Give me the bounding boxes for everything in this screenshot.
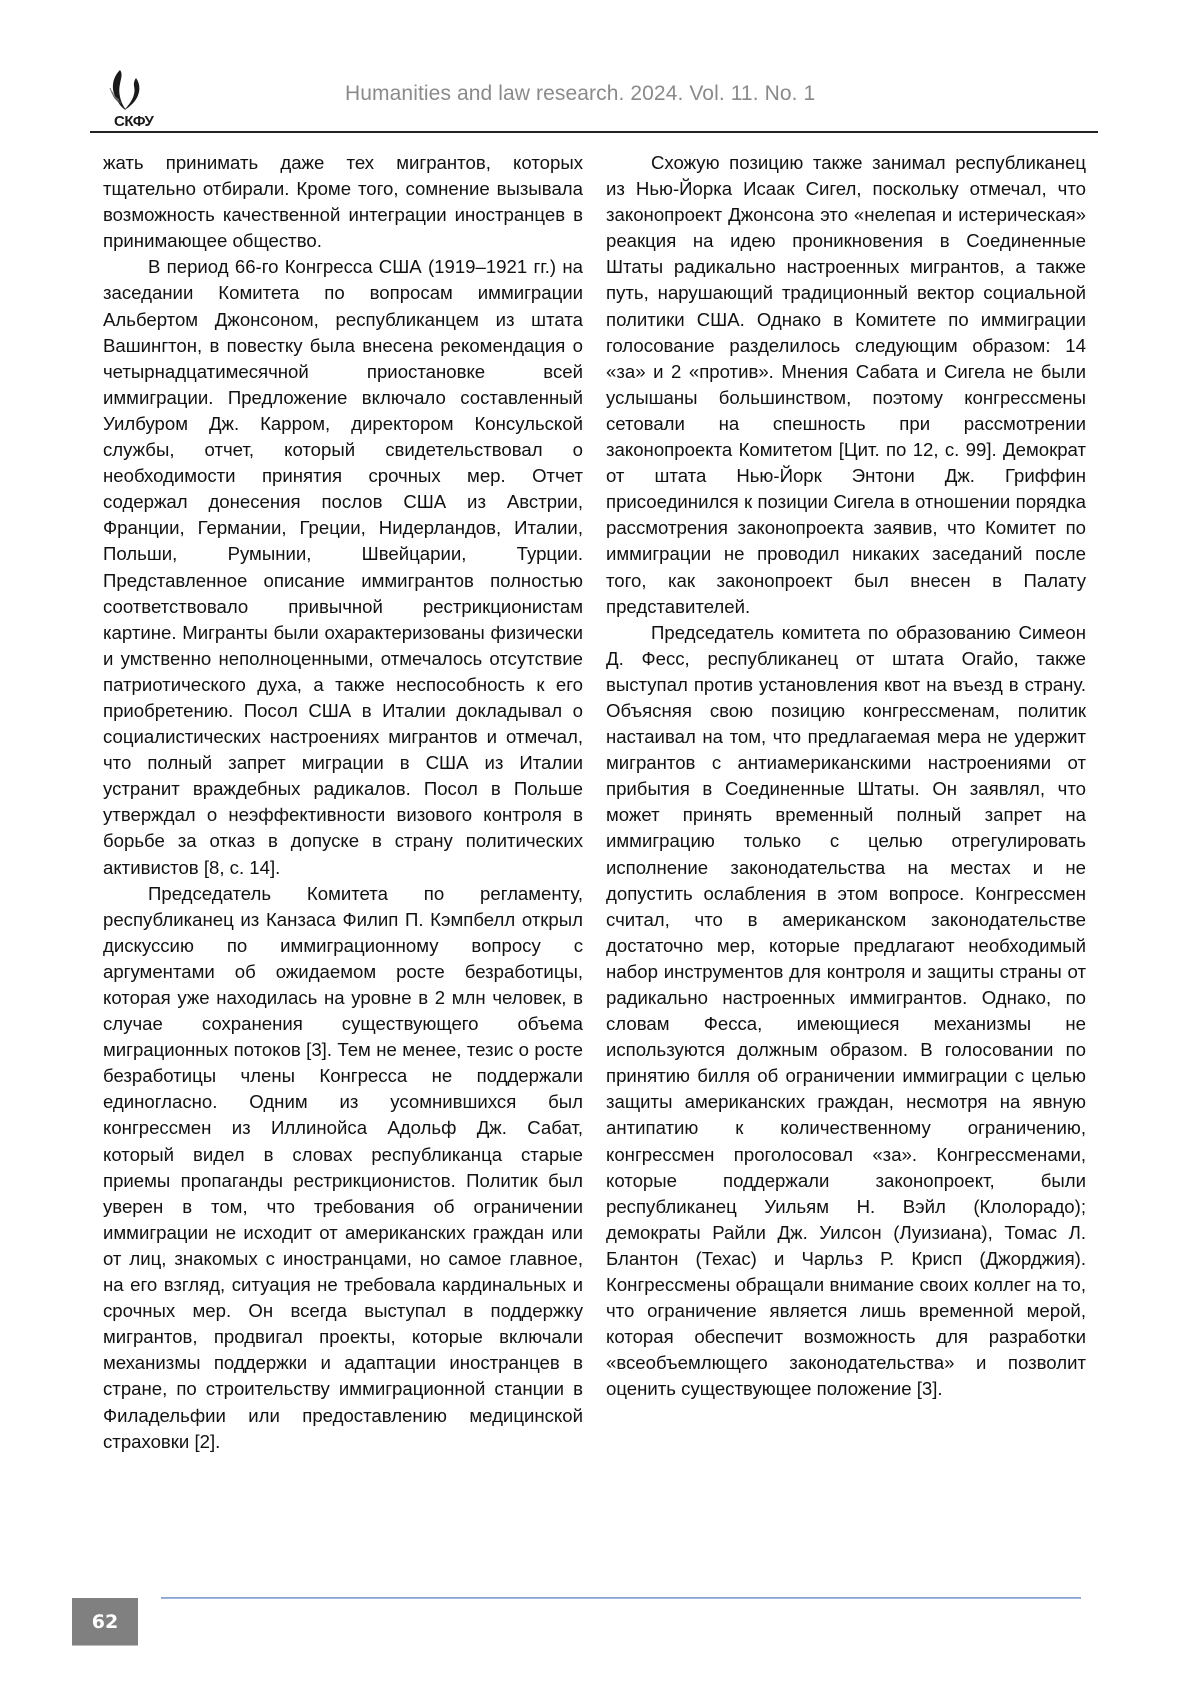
right-column bbox=[606, 150, 1086, 1403]
paragraph: Председатель Комитета по регламенту, республиканец из Канзаса Филип П. Кэмпбелл открыл дискуссию по иммиграционному вопросу с аргументами об ожидаемом росте безработицы, которая уже находилась на уровне в 2 млн человек, в случае сохранения существующего объема миграционных потоков [3]. Тем не менее, тезис о росте безработицы члены Конгресса не поддержали единогласно. Одним из усомнившихся был конгрессмен из Иллинойса Адольф Дж. Сабат, который видел в словах республиканца старые приемы пропаганды рестрикционистов. Политик был уверен в том, что требования об ограничении иммиграции не исходит от американских граждан или от лиц, знакомых с иностранцами, но самое главное, на его взгляд, ситуация не требовала кардинальных и срочных мер. Он всегда выступал в поддержку мигрантов, продвигал проекты, которые включали механизмы поддержки и адаптации иностранцев в стране, по строительству иммиграционной станции в Филадельфии или предоставлению медицинской страховки [2]. bbox=[103, 882, 583, 1452]
page-header bbox=[95, 62, 1095, 134]
paragraph: жать принимать даже тех мигрантов, которых тщательно отбирали. Кроме того, сомнение вызывала возможность качественной интеграции иностранцев в принимающее общество. bbox=[103, 152, 583, 252]
paragraph: Схожую позицию также занимал республиканец из Нью-Йорка Исаак Сигел, поскольку отмечал, что законопроект Джонсона это «нелепая и истерическая» реакция на идею проникновения в Соединенные Штаты радикально настроенных мигрантов, а также путь, нарушающий традиционный вектор социальной политики США. Однако в Комитете по иммиграции голосование разделилось следующим образом: 14 «за» и 2 «против». Мнения Сабата и Сигела не были услышаны большинством, поэтому конгрессмены сетовали на спешность при рассмотрении законопроекта Комитетом [Цит. по 12, с. 99]. Демократ от штата Нью-Йорк Энтони Дж. Гриффин присоединился к позиции Сигела в отношении порядка рассмотрения законопроекта заявив, что Комитет по иммиграции не проводил никаких заседаний после того, как законопроект был внесен в Палату представителей. bbox=[606, 152, 1086, 617]
header-divider bbox=[90, 131, 1098, 133]
phoenix-wing-icon bbox=[106, 68, 146, 112]
left-column bbox=[103, 150, 583, 1455]
page-number: 62 bbox=[91, 1610, 119, 1633]
journal-title: Humanities and law research. 2024. Vol. 11. No. 1 bbox=[345, 82, 816, 105]
paragraph: В период 66-го Конгресса США (1919–1921 гг.) на заседании Комитета по вопросам иммиграции Альбертом Джонсоном, республиканцем из штата Вашингтон, в повестку была внесена рекомендация о четырнадцатимесячной приостановке всей иммиграции. Предложение включало составленный Уилбуром Дж. Карром, директором Консульской службы, отчет, который свидетельствовал о необходимости принятия срочных мер. Отчет содержал донесения послов США из Австрии, Франции, Германии, Греции, Нидерландов, Италии, Польши, Румынии, Швейцарии, Турции. Представленное описание иммигрантов полностью соответствовало привычной рестрикционистам картине. Мигранты были охарактеризованы физически и умственно неполноценными, отмечалось отсутствие патриотического духа, а также неспособность к его приобретению. Посол США в Италии докладывал о социалистических настроениях мигрантов и отмечал, что полный запрет миграции в США из Италии устранит враждебных радикалов. Посол в Польше утверждал о неэффективности визового контроля в борьбе за отказ в допуске в страну политических активистов [8, с. 14]. bbox=[103, 256, 583, 878]
page-number-badge bbox=[72, 1598, 138, 1646]
footer-divider bbox=[161, 1597, 1081, 1599]
logo-text: СКФУ bbox=[114, 113, 154, 130]
paragraph: Председатель комитета по образованию Симеон Д. Фесс, республиканец от штата Огайо, также выступал против установления квот на въезд в страну. Объясняя свою позицию конгрессменам, политик настаивал на том, что предлагаемая мера не удержит мигрантов с антиамериканскими настроениями от прибытия в Соединенные Штаты. Он заявлял, что может принять временный полный запрет на иммиграцию только с целью отрегулировать исполнение законодательства на местах и не допустить ослабления в этом вопросе. Конгрессмен считал, что в американском законодательстве достаточно мер, которые предлагают необходимый набор инструментов для контроля и защиты страны от радикально настроенных иммигрантов. Однако, по словам Фесса, имеющиеся механизмы не используются должным образом. В голосовании по принятию билля об ограничении иммиграции с целью защиты американских граждан, несмотря на явную антипатию к количественному ограничению, конгрессмен проголосовал «за». Конгрессменами, которые поддержали законопроект, были республиканец Уильям Н. Вэйл (Клолорадо); демократы Райли Дж. Уилсон (Луизиана), Томас Л. Блантон (Техас) и Чарльз Р. Крисп (Джорджия). Конгрессмены обращали внимание своих коллег на то, что ограничение является лишь временной мерой, которая обеспечит возможность для разработки «всеобъемлющего законодательства» и позволит оценить существующее положение [3]. bbox=[606, 621, 1086, 1400]
university-logo bbox=[100, 68, 180, 130]
